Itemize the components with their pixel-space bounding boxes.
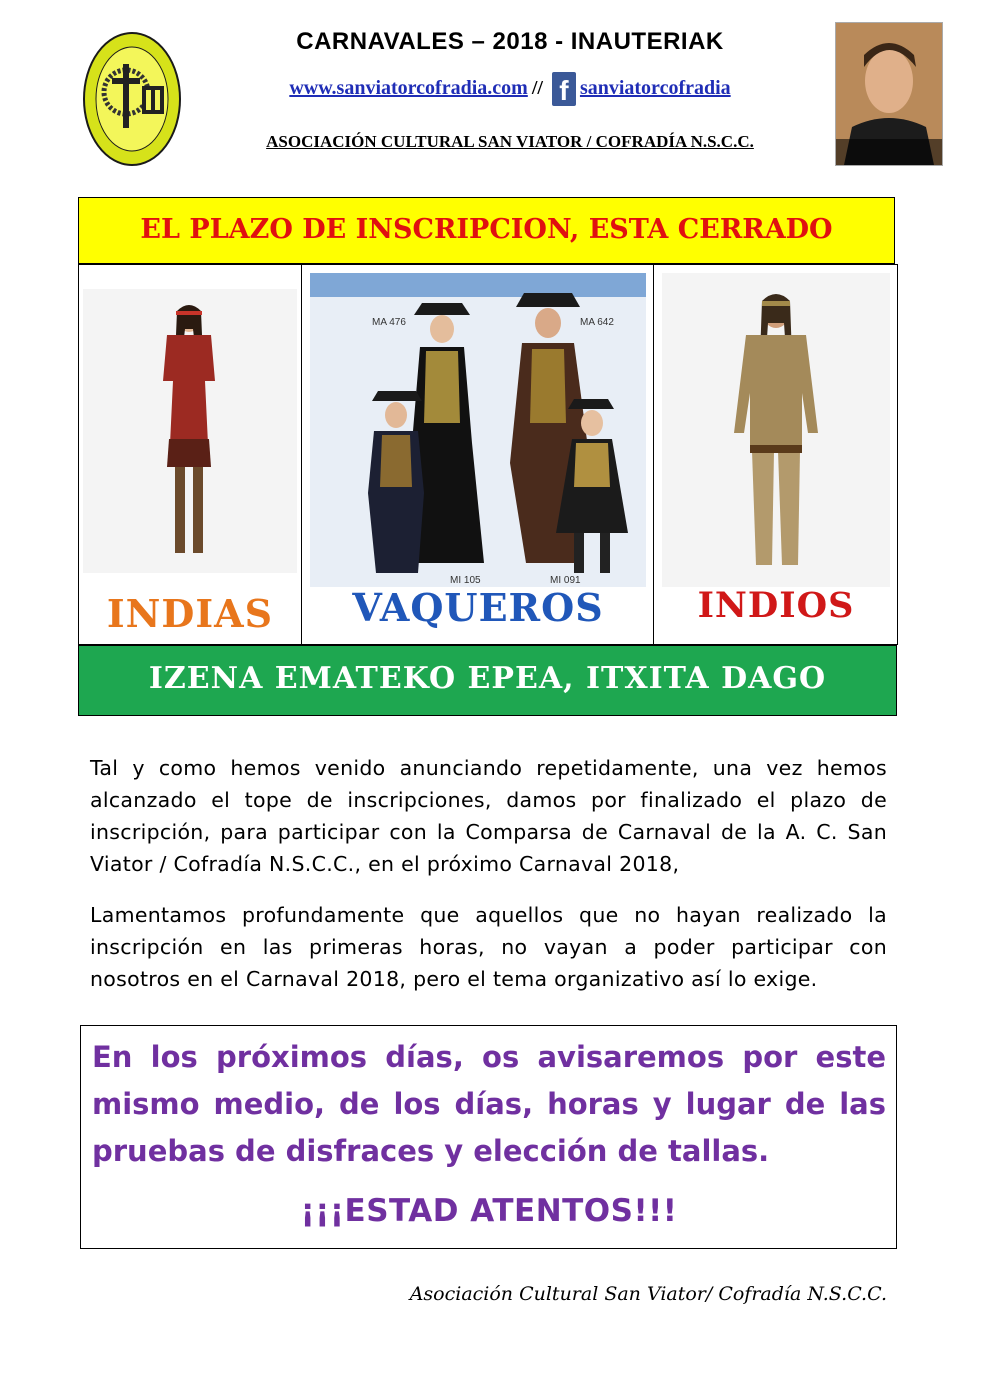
apology-paragraph: Lamentamos profundamente que aquellos que no hayan realizado la inscripción en las primeras horas, no vayan a poder participar con nosotros en el Carnaval 2018, pero el tema organizativo así lo exige. bbox=[90, 903, 887, 991]
facebook-link[interactable]: sanviatorcofradia bbox=[579, 77, 731, 99]
product-code: MA 642 bbox=[580, 317, 614, 328]
product-code: MI 105 bbox=[450, 575, 481, 586]
link-separator: // bbox=[531, 77, 543, 99]
vaqueros-label: VAQUEROS bbox=[352, 585, 604, 630]
association-logo bbox=[82, 30, 182, 168]
costumes-panel bbox=[78, 264, 898, 645]
portrait-image bbox=[836, 23, 942, 165]
signature: Asociación Cultural San Viator/ Cofradía N.S.C.C. bbox=[409, 1283, 887, 1305]
logo-emblem-icon bbox=[82, 30, 182, 168]
announcement-paragraph: Tal y como hemos venido anunciando repetidamente, una vez hemos alcanzado el tope de inscripciones, damos por finalizado el plazo de inscripción, para participar con la Comparsa de Carnaval de la A. C. San Viator / Cofradía N.S.C.C., en el próximo Carnaval 2018, bbox=[90, 756, 887, 876]
facebook-icon: f bbox=[552, 72, 576, 106]
indias-figure bbox=[83, 289, 297, 573]
indios-figure bbox=[662, 273, 890, 587]
website-link[interactable]: www.sanviatorcofradia.com bbox=[289, 77, 528, 99]
page-title: CARNAVALES – 2018 - INAUTERIAK bbox=[296, 28, 724, 55]
notice-text: En los próximos días, os avisaremos por este mismo medio, de los días, horas y lugar de las pruebas de disfraces y elección de tallas. bbox=[92, 1040, 886, 1168]
costume-vaqueros bbox=[301, 265, 654, 644]
product-code: MA 476 bbox=[372, 317, 406, 328]
registration-closed-banner: EL PLAZO DE INSCRIPCION, ESTA CERRADO bbox=[78, 197, 895, 264]
indias-costume-image bbox=[83, 289, 297, 573]
vaqueros-costume-image bbox=[310, 273, 646, 587]
registration-closed-basque-banner: IZENA EMATEKO EPEA, ITXITA DAGO bbox=[78, 645, 897, 716]
notice-box bbox=[80, 1025, 897, 1249]
product-code: MI 091 bbox=[550, 575, 581, 586]
attention-callout: ¡¡¡ESTAD ATENTOS!!! bbox=[300, 1193, 678, 1229]
header-links bbox=[200, 72, 820, 106]
costume-indios bbox=[653, 265, 898, 644]
association-name: ASOCIACIÓN CULTURAL SAN VIATOR / COFRADÍA N.S.C.C. bbox=[266, 132, 754, 151]
indias-label: INDIAS bbox=[106, 591, 274, 636]
indios-costume-image bbox=[662, 273, 890, 587]
costume-indias bbox=[79, 265, 301, 644]
indios-label: INDIOS bbox=[697, 585, 855, 626]
founder-portrait bbox=[835, 22, 943, 166]
